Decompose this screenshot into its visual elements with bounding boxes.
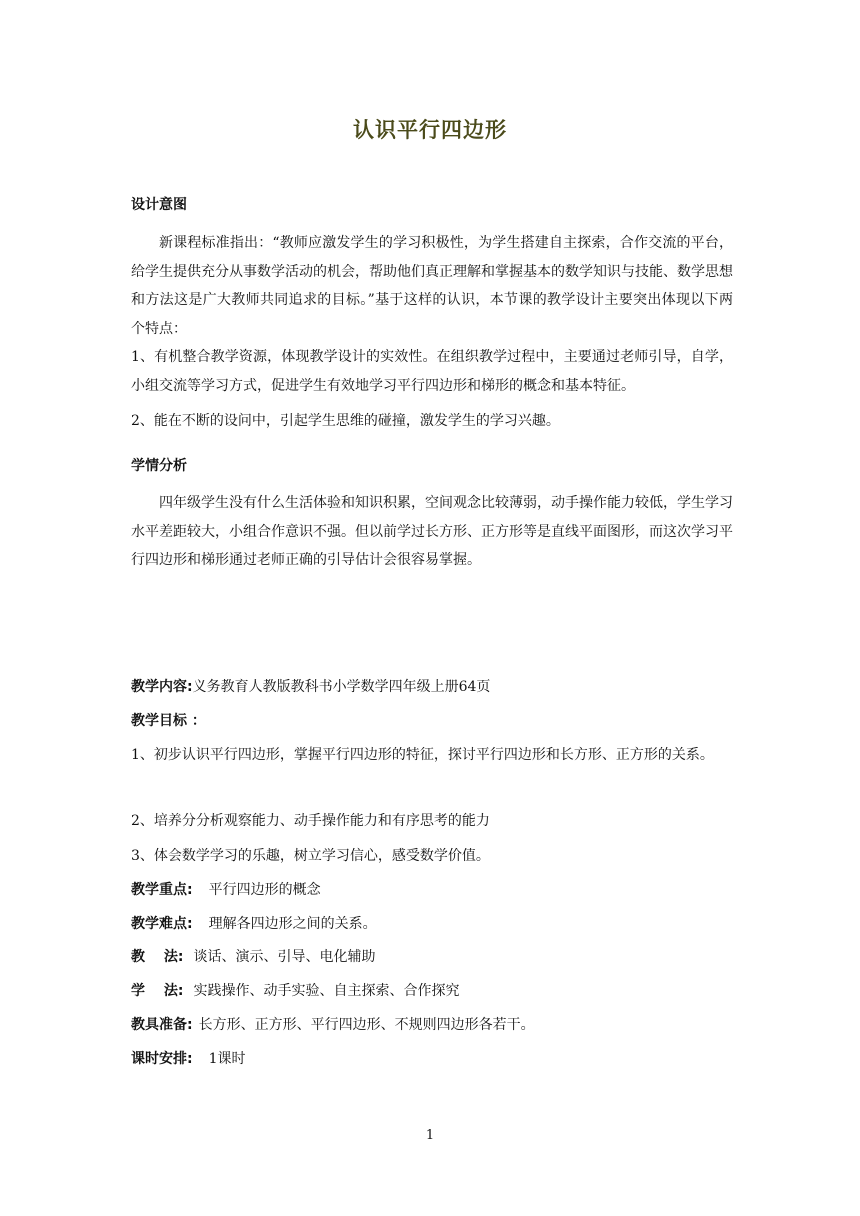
teaching-content-label: 教学内容:: [131, 679, 193, 695]
teaching-content-value: 义务教育人教版教科书小学数学四年级上册64页: [192, 679, 491, 695]
design-intent-paragraph: 新课程标准指出：“教师应激发学生的学习积极性，为学生搭建自主探索，合作交流的平台，给学生提供充分从事数学活动的机会，帮助他们真正理解和掌握基本的数学知识与技能、数学思想和方法这是广大教师共同追求的目标。”基于这样的认识，本节课的教学设计主要突出体现以下两个特点：: [131, 235, 733, 337]
materials-row: [131, 1014, 733, 1034]
difficulty-label: 教学难点:: [131, 916, 193, 932]
objective-item-3: 3、体会数学学习的乐趣，树立学习信心，感受数学价值。: [131, 848, 490, 864]
learning-method-row: [131, 980, 733, 1000]
page-title: 认识平行四边形: [353, 118, 507, 142]
key-point-row: [131, 879, 733, 899]
teaching-content-row: [131, 676, 733, 696]
schedule-row: [131, 1048, 733, 1068]
materials-value: 长方形、正方形、平行四边形、不规则四边形各若干。: [198, 1017, 535, 1033]
teaching-objectives-label: 教学目标 ：: [131, 713, 206, 729]
design-intent-point-1: 1、有机整合教学资源，体现教学设计的实效性。在组织教学过程中，主要通过老师引导，自学，小组交流等学习方式，促进学生有效地学习平行四边形和梯形的概念和基本特征。: [131, 349, 733, 394]
page-number: 1: [425, 1128, 435, 1143]
learning-method-label: 学 法:: [131, 983, 184, 999]
analysis-paragraph: 四年级学生没有什么生活体验和知识积累，空间观念比较薄弱，动手操作能力较低，学生学习水平差距较大，小组合作意识不强。但以前学过长方形、正方形等是直线平面图形，而这次学习平行四边形和梯形通过老师正确的引导估计会很容易掌握。: [131, 495, 733, 568]
materials-label: 教具准备:: [131, 1017, 193, 1033]
difficulty-value: 理解各四边形之间的关系。: [208, 916, 377, 932]
key-point-label: 教学重点:: [131, 882, 193, 898]
learning-method-value: 实践操作、动手实验、自主探索、合作探究: [193, 983, 460, 999]
difficulty-row: [131, 913, 733, 933]
teaching-method-row: [131, 946, 733, 966]
section-heading-design-intent: 设计意图: [131, 197, 187, 213]
design-intent-point-2: 2、能在不断的设问中，引起学生思维的碰撞，激发学生的学习兴趣。: [131, 413, 560, 429]
objective-item-1: 1、初步认识平行四边形，掌握平行四边形的特征，探讨平行四边形和长方形、正方形的关系。: [131, 747, 714, 763]
section-heading-analysis: 学情分析: [131, 458, 187, 474]
teaching-method-label: 教 法:: [131, 949, 184, 965]
schedule-label: 课时安排:: [131, 1051, 193, 1067]
schedule-value: 1课时: [208, 1051, 246, 1067]
key-point-value: 平行四边形的概念: [208, 882, 321, 898]
teaching-method-value: 谈话、演示、引导、电化辅助: [193, 949, 376, 965]
objective-item-2: 2、培养分分析观察能力、动手操作能力和有序思考的能力: [131, 813, 490, 829]
